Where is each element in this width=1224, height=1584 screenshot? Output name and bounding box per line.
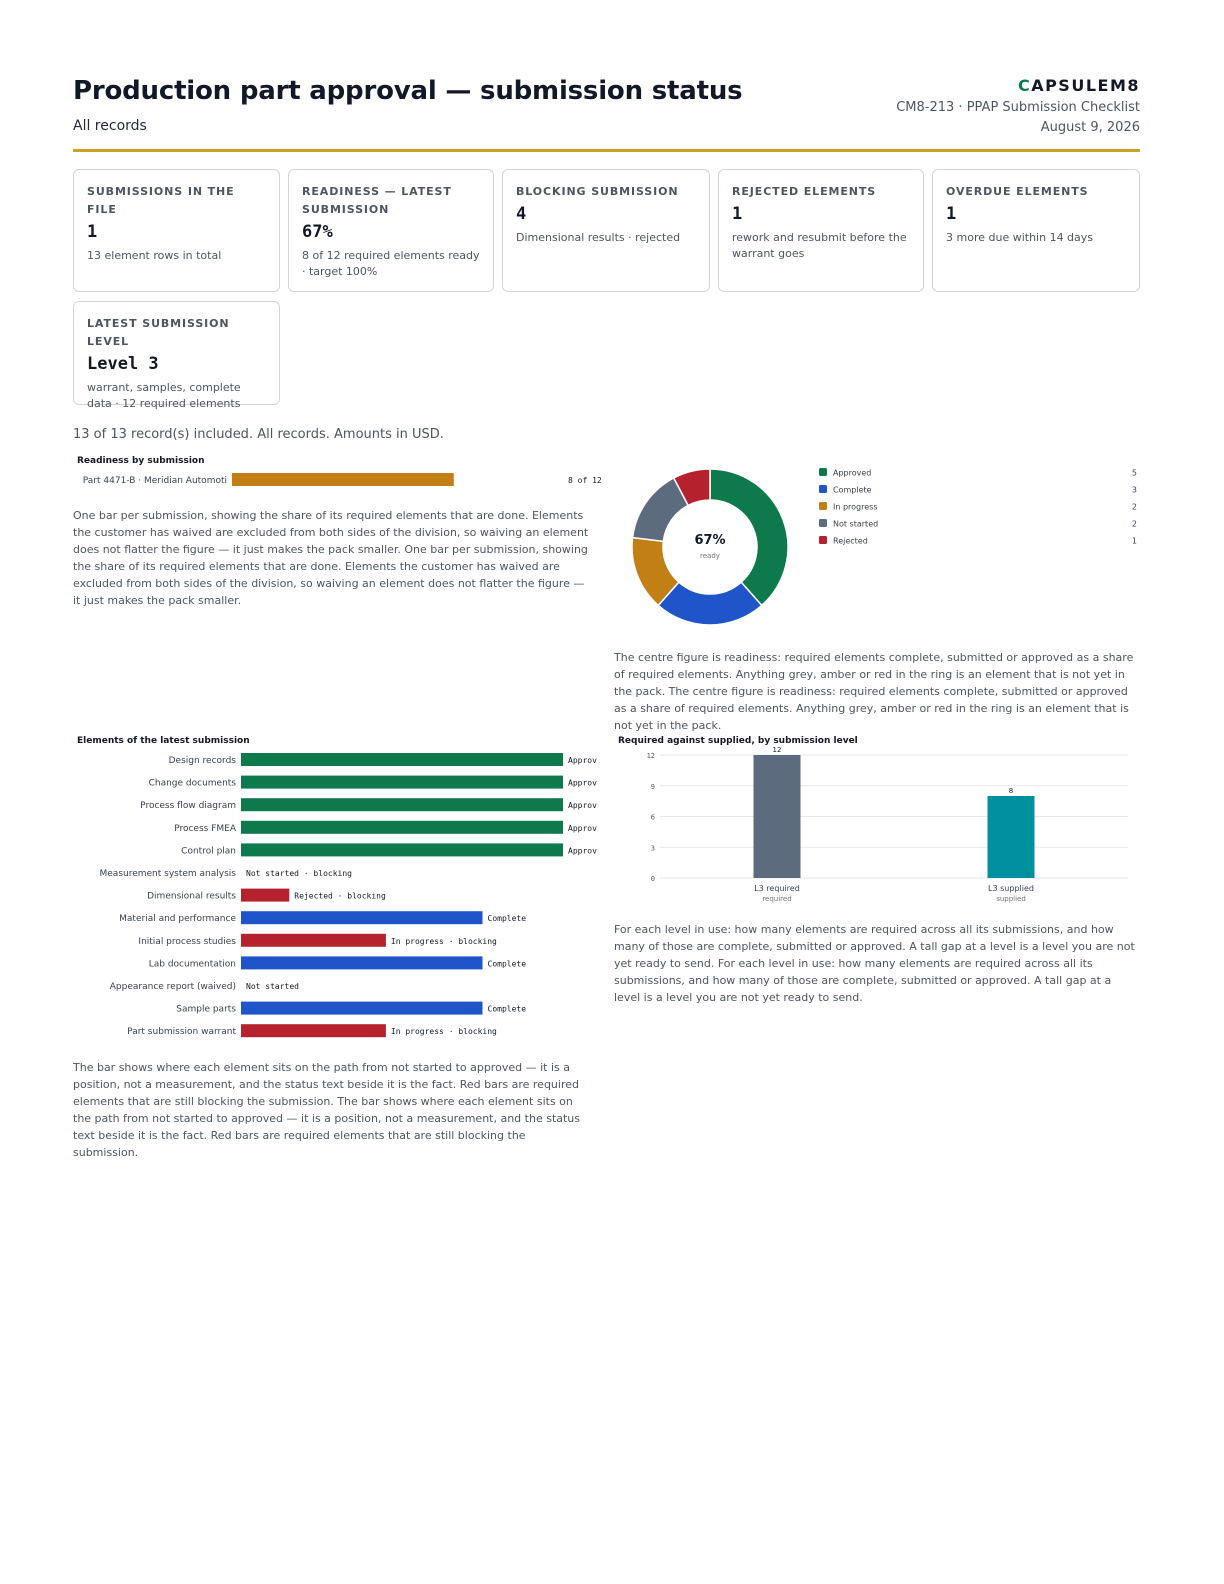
legend-count: 2 <box>1131 502 1137 512</box>
element-status-label: Approv <box>568 801 597 811</box>
element-label: Dimensional results <box>147 891 236 902</box>
element-status-label: In progress · blocking <box>390 936 497 946</box>
kpi-value: 1 <box>946 204 957 224</box>
legend-count: 5 <box>1131 468 1137 478</box>
legend-count: 1 <box>1131 536 1137 546</box>
legend-count: 3 <box>1131 485 1137 495</box>
donut-center-label: ready <box>700 552 720 560</box>
y-tick-label: 3 <box>650 844 655 853</box>
readiness-chart-title: Readiness by submission <box>77 456 205 466</box>
element-status-label: Approv <box>568 823 597 833</box>
legend-swatch <box>819 502 827 510</box>
legend-swatch <box>819 468 827 476</box>
element-status-label: Approv <box>568 756 597 765</box>
kpi-note: warrant, samples, complete data · 12 required elements <box>87 381 241 410</box>
level-chart-title: Required against supplied, by submission level <box>618 736 858 746</box>
scope-note: 13 of 13 record(s) included. All records. Amounts in USD. <box>73 427 444 442</box>
x-tick-label: L3 required <box>754 884 800 893</box>
brand-logo <box>896 76 1140 95</box>
y-tick-label: 12 <box>646 752 655 760</box>
bar-category-label: Part 4471-B · Meridian Automoti <box>82 476 227 486</box>
donut-caption: The centre figure is readiness: required elements complete, submitted or approved as a share of required elements. Anything grey, amber or red in the ring is an element that is not yet in the pack. The centre figure is readiness: required elements complete, submitted or approved as a share of required elements. Anything grey, amber or red in the ring is an element that is not yet in the pack. <box>614 651 1134 732</box>
legend-label: Rejected <box>833 536 868 546</box>
kpi-card-submissions <box>73 169 280 292</box>
element-bar <box>241 911 483 924</box>
level-chart <box>614 733 1140 913</box>
kpi-label: OVERDUE ELEMENTS <box>946 185 1089 198</box>
kpi-value: 1 <box>87 222 98 242</box>
header-divider <box>73 149 1140 152</box>
level-bar <box>988 796 1035 878</box>
kpi-value: Level 3 <box>87 354 159 374</box>
document-date: August 9, 2026 <box>1040 120 1140 135</box>
readiness-chart-panel <box>73 453 603 607</box>
page-subtitle: All records <box>73 118 147 134</box>
kpi-note: 3 more due within 14 days <box>946 231 1094 244</box>
element-label: Part submission warrant <box>127 1027 236 1038</box>
page-title: Production part approval — submission status <box>73 76 743 106</box>
kpi-card-readiness <box>288 169 494 292</box>
kpi-value: 67% <box>302 222 333 242</box>
document-id: CM8-213 · PPAP Submission Checklist <box>896 100 1140 115</box>
kpi-note: Dimensional results · rejected <box>516 231 681 244</box>
bar-value-label: 8 <box>1008 787 1014 795</box>
report-header <box>73 76 1140 152</box>
element-bar <box>241 934 386 947</box>
element-label: Lab documentation <box>148 959 236 970</box>
elements-chart-panel <box>73 733 603 1159</box>
element-label: Measurement system analysis <box>99 869 236 879</box>
readiness-bar <box>232 473 454 486</box>
element-label: Process flow diagram <box>140 801 236 812</box>
element-status-label: Approv <box>568 778 597 788</box>
legend-label: Approved <box>833 468 872 478</box>
status-donut-chart <box>614 462 1140 632</box>
readiness-caption: One bar per submission, showing the share of its required elements that are done. Elements the customer has waived are excluded from both sides of the division, so waiving an element does not flatter the figure — it just makes the pack smaller. One bar per submission, showing the share of its required elements that are done. Elements the customer has waived are excluded from both sides of the division, so waiving an element does not flatter the figure — it just makes the pack smaller. <box>73 509 589 607</box>
element-label: Initial process studies <box>138 936 236 947</box>
legend-label: In progress <box>833 502 878 512</box>
brand-block <box>896 76 1140 135</box>
legend-swatch <box>819 519 827 527</box>
legend-swatch <box>819 536 827 544</box>
donut-center-value: 67% <box>694 533 726 548</box>
kpi-value: 4 <box>516 204 527 224</box>
kpi-card-overdue <box>932 169 1140 292</box>
element-bar <box>241 1002 483 1015</box>
y-tick-label: 9 <box>650 782 655 791</box>
element-bar <box>241 889 289 902</box>
legend-count: 2 <box>1131 519 1137 529</box>
element-label: Sample parts <box>176 1004 236 1015</box>
brand-logo-text: APSULEM8 <box>1031 76 1140 95</box>
element-label: Process FMEA <box>174 823 236 834</box>
element-status-label: Not started <box>246 982 299 991</box>
element-label: Material and performance <box>119 914 236 925</box>
kpi-label: SUBMISSIONS IN THE FILE <box>87 185 235 216</box>
kpi-note: rework and resubmit before the warrant goes <box>732 231 907 260</box>
kpi-card-level <box>73 301 280 410</box>
bar-value-label: 8 of 12 <box>568 476 602 485</box>
y-tick-label: 6 <box>650 813 655 822</box>
level-bar <box>754 755 801 878</box>
elements-caption: The bar shows where each element sits on the path from not started to approved — it is a position, not a measurement, and the status text beside it is the fact. Red bars are required elements that are still blocking the submission. The bar shows where each element sits on the path from not started to approved — it is a position, not a measurement, and the status text beside it is the fact. Red bars are required elements that are still blocking the submission. <box>73 1061 581 1159</box>
element-label: Control plan <box>181 846 236 857</box>
element-status-label: Approv <box>568 846 597 856</box>
legend-swatch <box>819 485 827 493</box>
element-bar <box>241 843 563 856</box>
kpi-card-rejected <box>718 169 924 292</box>
status-donut-panel <box>614 462 1140 732</box>
element-bar <box>241 753 563 766</box>
kpi-value: 1 <box>732 204 743 224</box>
kpi-card-blocking <box>502 169 710 292</box>
element-status-label: Rejected · blocking <box>294 891 386 901</box>
x-tick-label: L3 supplied <box>988 884 1034 893</box>
legend-label: Complete <box>833 485 872 495</box>
x-tick-sublabel: supplied <box>996 895 1026 903</box>
elements-chart <box>73 733 603 1043</box>
element-status-label: Complete <box>487 914 527 924</box>
element-bar <box>241 1024 386 1037</box>
element-label: Appearance report (waived) <box>109 982 236 992</box>
kpi-label: BLOCKING SUBMISSION <box>516 185 679 198</box>
element-status-label: Complete <box>487 1004 527 1014</box>
y-tick-label: 0 <box>650 875 655 883</box>
element-label: Design records <box>168 756 236 766</box>
element-bar <box>241 956 483 969</box>
brand-logo-mark: C <box>1017 76 1032 95</box>
readiness-chart <box>73 453 603 493</box>
element-bar <box>241 798 563 811</box>
level-chart-panel <box>614 733 1140 1004</box>
kpi-note: 8 of 12 required elements ready · target 100% <box>302 249 480 278</box>
kpi-label: REJECTED ELEMENTS <box>732 185 877 198</box>
element-bar <box>241 776 563 789</box>
bar-value-label: 12 <box>772 746 782 754</box>
level-caption: For each level in use: how many elements are required across all its submissions, and how many of those are complete, submitted or approved. A tall gap at a level is a level you are not yet ready to send. For each level in use: how many elements are required across all its submissions, and how many of those are complete, submitted or approved. A tall gap at a level is a level you are not yet ready to send. <box>614 923 1135 1004</box>
elements-chart-title: Elements of the latest submission <box>77 736 250 746</box>
element-label: Change documents <box>148 778 236 789</box>
element-status-label: Complete <box>487 959 527 969</box>
kpi-label: LATEST SUBMISSION LEVEL <box>87 317 230 348</box>
x-tick-sublabel: required <box>762 895 792 903</box>
element-status-label: Not started · blocking <box>246 869 352 878</box>
element-status-label: In progress · blocking <box>390 1027 497 1037</box>
kpi-label: READINESS — LATEST SUBMISSION <box>302 185 452 216</box>
legend-label: Not started <box>833 519 879 529</box>
kpi-note: 13 element rows in total <box>87 249 222 262</box>
element-bar <box>241 821 563 834</box>
